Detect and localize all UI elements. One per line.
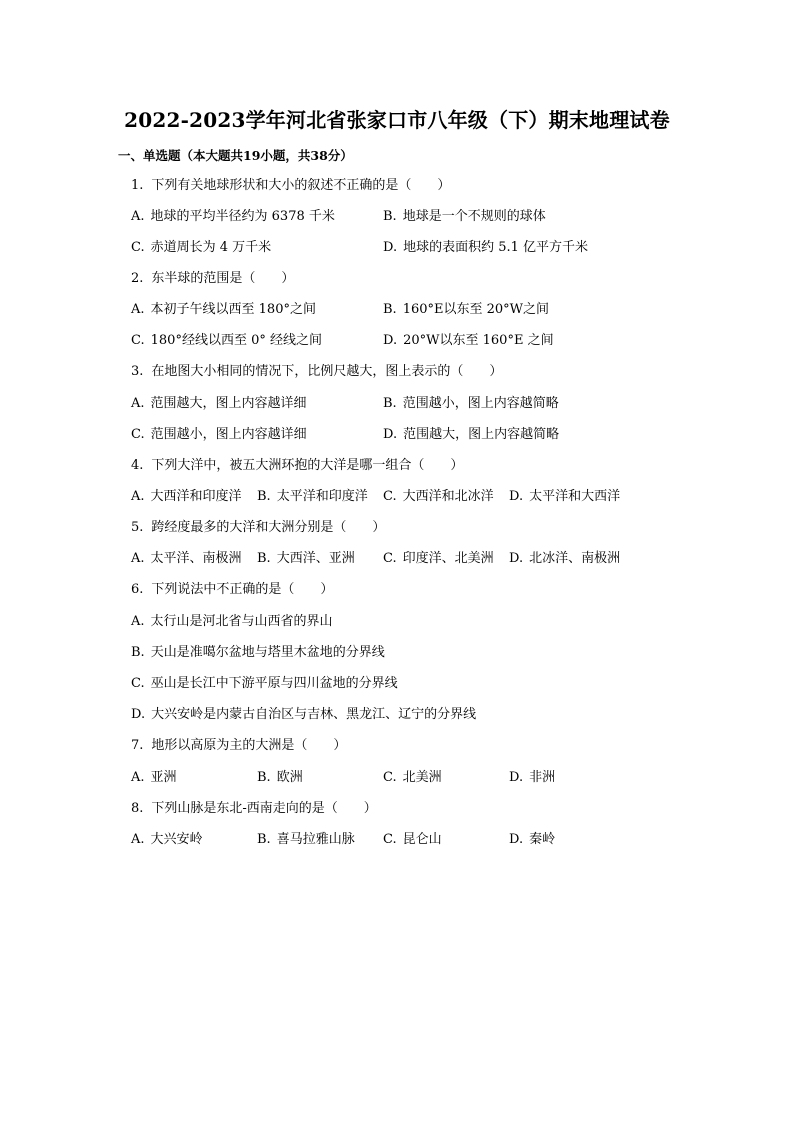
question-stem: 跨经度最多的大洋和大洲分别是（ ） <box>151 520 386 535</box>
option-7b <box>257 770 303 786</box>
option-7c <box>383 770 442 786</box>
option-5c <box>383 551 494 567</box>
option-letter: B. <box>383 396 397 411</box>
option-letter: D. <box>383 427 398 442</box>
question-number: 4. <box>131 458 144 473</box>
question-stem: 在地图大小相同的情况下，比例尺越大，图上表示的（ ） <box>151 364 503 379</box>
option-letter: B. <box>383 209 397 224</box>
option-2d <box>383 333 554 349</box>
option-text: 大西洋、亚洲 <box>276 551 355 566</box>
option-2b <box>383 302 549 318</box>
option-letter: A. <box>131 489 145 504</box>
option-text: 北美洲 <box>402 770 442 785</box>
option-letter: A. <box>131 614 145 629</box>
option-text: 大兴安岭是内蒙古自治区与吉林、黑龙江、辽宁的分界线 <box>151 707 477 722</box>
question-2 <box>131 271 294 287</box>
option-4c <box>383 489 494 505</box>
option-text: 赤道周长为 4 万千米 <box>150 240 272 255</box>
question-number: 2. <box>131 271 144 286</box>
option-text: 范围越大，图上内容越简略 <box>403 427 560 442</box>
option-6d <box>131 707 476 723</box>
question-8 <box>131 801 377 817</box>
option-letter: D. <box>383 240 398 255</box>
option-text: 地球是一个不规则的球体 <box>402 209 546 224</box>
option-letter: C. <box>383 551 397 566</box>
option-letter: A. <box>131 302 145 317</box>
option-4b <box>257 489 368 505</box>
option-text: 欧洲 <box>276 770 303 785</box>
option-letter: B. <box>257 551 271 566</box>
question-6 <box>131 582 333 598</box>
option-6a <box>131 614 333 630</box>
question-number: 6. <box>131 582 144 597</box>
option-5a <box>131 551 242 567</box>
option-8b <box>257 832 355 848</box>
option-letter: C. <box>131 333 145 348</box>
option-text: 范围越大，图上内容越详细 <box>150 396 307 411</box>
option-text: 太平洋和印度洋 <box>276 489 368 504</box>
question-number: 1. <box>131 178 144 193</box>
question-number: 8. <box>131 801 144 816</box>
option-1c <box>131 240 271 256</box>
option-1d <box>383 240 588 256</box>
option-3b <box>383 396 559 412</box>
option-letter: A. <box>131 770 145 785</box>
option-text: 大西洋和印度洋 <box>150 489 242 504</box>
option-text: 地球的表面积约 5.1 亿平方千米 <box>403 240 589 255</box>
question-number: 5. <box>131 520 144 535</box>
option-letter: D. <box>509 832 524 847</box>
question-stem: 地形以高原为主的大洲是（ ） <box>151 738 347 753</box>
option-3d <box>383 427 559 443</box>
option-text: 本初子午线以西至 180°之间 <box>150 302 316 317</box>
option-text: 北冰洋、南极洲 <box>529 551 621 566</box>
option-letter: C. <box>383 832 397 847</box>
option-text: 天山是准噶尔盆地与塔里木盆地的分界线 <box>150 645 385 660</box>
option-6b <box>131 645 385 661</box>
option-4a <box>131 489 242 505</box>
option-8a <box>131 832 203 848</box>
option-letter: B. <box>257 489 271 504</box>
option-letter: A. <box>131 209 145 224</box>
option-text: 太平洋、南极洲 <box>150 551 242 566</box>
option-3c <box>131 427 307 443</box>
option-text: 大西洋和北冰洋 <box>402 489 494 504</box>
question-stem: 下列山脉是东北-西南走向的是（ ） <box>151 801 377 816</box>
question-3 <box>131 364 502 380</box>
option-7d <box>509 770 555 786</box>
option-8c <box>383 832 442 848</box>
option-text: 160°E以东至 20°W之间 <box>402 302 550 317</box>
option-text: 太平洋和大西洋 <box>529 489 621 504</box>
option-5b <box>257 551 355 567</box>
option-2a <box>131 302 316 318</box>
question-number: 7. <box>131 738 144 753</box>
option-text: 秦岭 <box>529 832 556 847</box>
option-5d <box>509 551 620 567</box>
question-stem: 下列说法中不正确的是（ ） <box>151 582 334 597</box>
option-letter: B. <box>383 302 397 317</box>
question-5 <box>131 520 385 536</box>
question-1 <box>131 178 450 194</box>
option-text: 太行山是河北省与山西省的界山 <box>150 614 333 629</box>
option-6c <box>131 676 398 692</box>
option-text: 180°经线以西至 0° 经线之间 <box>150 333 322 348</box>
option-letter: B. <box>257 832 271 847</box>
question-stem: 下列大洋中，被五大洲环抱的大洋是哪一组合（ ） <box>151 458 464 473</box>
question-4 <box>131 458 463 474</box>
option-2c <box>131 333 322 349</box>
option-letter: D. <box>509 551 524 566</box>
option-text: 地球的平均半径约为 6378 千米 <box>150 209 335 224</box>
option-text: 印度洋、北美洲 <box>402 551 494 566</box>
option-3a <box>131 396 307 412</box>
option-letter: C. <box>131 240 145 255</box>
option-text: 范围越小，图上内容越简略 <box>402 396 559 411</box>
option-letter: D. <box>131 707 146 722</box>
option-text: 范围越小，图上内容越详细 <box>150 427 307 442</box>
option-letter: A. <box>131 832 145 847</box>
option-letter: A. <box>131 551 145 566</box>
option-letter: D. <box>509 770 524 785</box>
option-letter: D. <box>509 489 524 504</box>
question-7 <box>131 738 346 754</box>
option-text: 喜马拉雅山脉 <box>276 832 355 847</box>
page-title: 2022-2023学年河北省张家口市八年级（下）期末地理试卷 <box>124 108 670 132</box>
question-stem: 下列有关地球形状和大小的叙述不正确的是（ ） <box>151 178 451 193</box>
option-letter: C. <box>131 427 145 442</box>
option-text: 巫山是长江中下游平原与四川盆地的分界线 <box>150 676 398 691</box>
option-text: 昆仑山 <box>402 832 442 847</box>
option-4d <box>509 489 620 505</box>
option-8d <box>509 832 555 848</box>
option-letter: A. <box>131 396 145 411</box>
option-1b <box>383 209 546 225</box>
question-number: 3. <box>131 364 144 379</box>
option-letter: D. <box>383 333 398 348</box>
option-text: 非洲 <box>529 770 556 785</box>
option-text: 20°W以东至 160°E 之间 <box>403 333 554 348</box>
option-text: 亚洲 <box>150 770 177 785</box>
section-heading: 一、单选题（本大题共19小题，共38分） <box>118 148 353 163</box>
option-1a <box>131 209 335 225</box>
question-stem: 东半球的范围是（ ） <box>151 271 295 286</box>
option-7a <box>131 770 177 786</box>
option-text: 大兴安岭 <box>150 832 203 847</box>
option-letter: C. <box>383 489 397 504</box>
option-letter: B. <box>257 770 271 785</box>
option-letter: C. <box>131 676 145 691</box>
option-letter: B. <box>131 645 145 660</box>
option-letter: C. <box>383 770 397 785</box>
